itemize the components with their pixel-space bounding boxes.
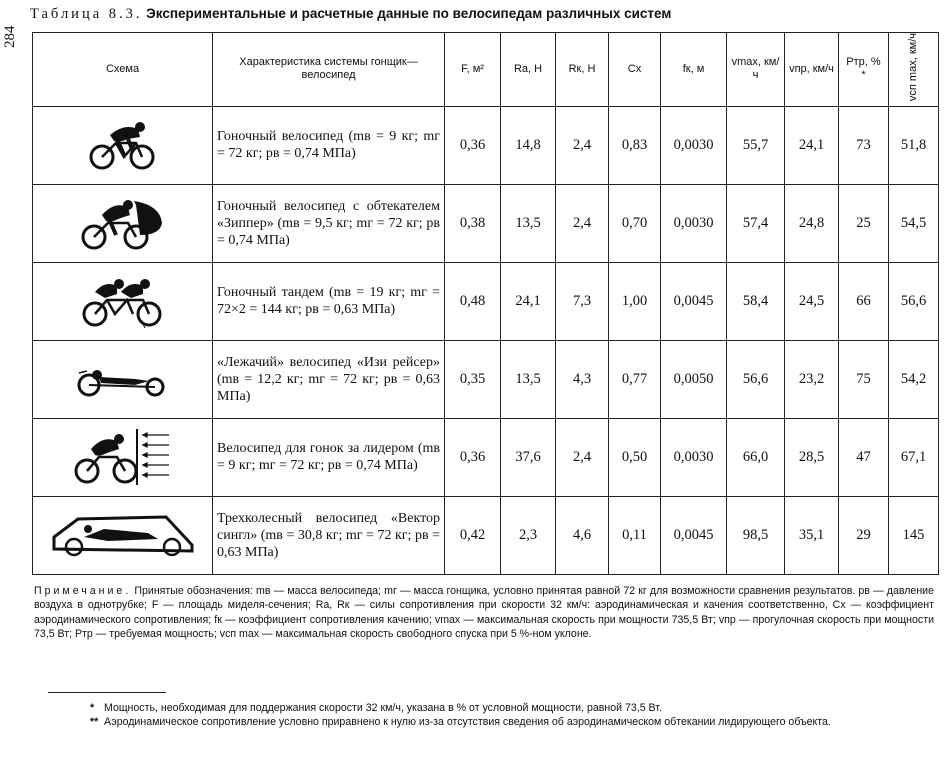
scheme-cell bbox=[33, 418, 213, 496]
cell-vpr: 24,8 bbox=[785, 184, 839, 262]
cell-vpr: 23,2 bbox=[785, 340, 839, 418]
cell-Cx: 0,11 bbox=[609, 496, 661, 574]
header-vpr: vпр, км/ч bbox=[785, 33, 839, 107]
cell-Ra: 24,1 bbox=[501, 262, 556, 340]
header-row bbox=[33, 33, 939, 107]
cell-Cx: 1,00 bbox=[609, 262, 661, 340]
row-description: Гоночный велосипед с обтекателем «Зиппер» (mв = 9,5 кг; mг = 72 кг; pв = 0,74 МПа) bbox=[213, 184, 445, 262]
header-vsp-text: vсп max, км/ч bbox=[906, 33, 919, 102]
cell-vmax: 57,4 bbox=[727, 184, 785, 262]
cell-Ptr: 66 bbox=[839, 262, 889, 340]
paced-bicycle-icon bbox=[73, 425, 173, 489]
cell-vmax: 55,7 bbox=[727, 106, 785, 184]
row-description: Гоночный тандем (mв = 19 кг; mг = 72×2 = 144 кг; pв = 0,63 МПа) bbox=[213, 262, 445, 340]
cell-vsp: 56,6 bbox=[889, 262, 939, 340]
cell-vpr: 28,5 bbox=[785, 418, 839, 496]
cell-Ra: 13,5 bbox=[501, 340, 556, 418]
table-note bbox=[34, 584, 934, 642]
header-vsp bbox=[889, 33, 939, 107]
table-row bbox=[33, 262, 939, 340]
faired-bicycle-icon bbox=[80, 195, 166, 251]
cell-F: 0,38 bbox=[445, 184, 501, 262]
cell-vsp: 54,2 bbox=[889, 340, 939, 418]
header-F: F, м² bbox=[445, 33, 501, 107]
cell-vpr: 35,1 bbox=[785, 496, 839, 574]
cell-vsp: 51,8 bbox=[889, 106, 939, 184]
cell-F: 0,48 bbox=[445, 262, 501, 340]
cell-fk: 0,0030 bbox=[661, 184, 727, 262]
footnote-text: Аэродинамическое сопротивление условно приравнено к нулю из-за отсутствия сведения об аэродинамическом обтекании лидирующего объекта. bbox=[104, 715, 831, 728]
header-scheme: Схема bbox=[33, 33, 213, 107]
cell-Rk: 7,3 bbox=[556, 262, 609, 340]
header-Rk: Rк, Н bbox=[556, 33, 609, 107]
tandem-bicycle-icon bbox=[81, 272, 165, 330]
data-table bbox=[32, 32, 939, 575]
note-title: Примечание. bbox=[34, 585, 132, 597]
footnote bbox=[50, 716, 930, 730]
recumbent-bicycle-icon bbox=[75, 359, 171, 399]
cell-vpr: 24,1 bbox=[785, 106, 839, 184]
footnote-mark: * bbox=[90, 702, 95, 714]
cell-vsp: 67,1 bbox=[889, 418, 939, 496]
cell-vmax: 66,0 bbox=[727, 418, 785, 496]
racing-bicycle-icon bbox=[88, 119, 158, 171]
table-row bbox=[33, 418, 939, 496]
cell-Ra: 37,6 bbox=[501, 418, 556, 496]
row-description: Велосипед для гонок за лидером (mв = 9 кг; mг = 72 кг; pв = 0,74 МПа) bbox=[213, 418, 445, 496]
cell-vsp: 54,5 bbox=[889, 184, 939, 262]
cell-Cx: 0,83 bbox=[609, 106, 661, 184]
cell-Cx: 0,77 bbox=[609, 340, 661, 418]
cell-Rk: 4,6 bbox=[556, 496, 609, 574]
table-title: Экспериментальные и расчетные данные по велосипедам различных систем bbox=[146, 6, 672, 21]
scheme-cell bbox=[33, 184, 213, 262]
cell-vmax: 58,4 bbox=[727, 262, 785, 340]
cell-Ptr: 47 bbox=[839, 418, 889, 496]
table-row bbox=[33, 340, 939, 418]
row-description: «Лежачий» велосипед «Изи рейсер» (mв = 12,2 кг; mг = 72 кг; pв = 0,63 МПа) bbox=[213, 340, 445, 418]
scheme-cell bbox=[33, 106, 213, 184]
cell-Rk: 2,4 bbox=[556, 106, 609, 184]
table-caption bbox=[30, 6, 671, 23]
cell-fk: 0,0030 bbox=[661, 106, 727, 184]
table-row bbox=[33, 106, 939, 184]
cell-fk: 0,0045 bbox=[661, 496, 727, 574]
cell-fk: 0,0045 bbox=[661, 262, 727, 340]
footnote-text: Мощность, необходимая для поддержания скорости 32 км/ч, указана в % от условной мощности, равной 73,5 Вт. bbox=[104, 702, 662, 714]
scheme-cell bbox=[33, 496, 213, 574]
row-description: Гоночный велосипед (mв = 9 кг; mг = 72 кг; pв = 0,74 МПа) bbox=[213, 106, 445, 184]
cell-Rk: 4,3 bbox=[556, 340, 609, 418]
header-Cx: Cx bbox=[609, 33, 661, 107]
cell-Ptr: 75 bbox=[839, 340, 889, 418]
tricycle-vector-icon bbox=[48, 511, 198, 559]
cell-vmax: 56,6 bbox=[727, 340, 785, 418]
header-vmax: vmax, км/ч bbox=[727, 33, 785, 107]
cell-Rk: 2,4 bbox=[556, 418, 609, 496]
header-Ra: Rа, Н bbox=[501, 33, 556, 107]
cell-Ptr: 73 bbox=[839, 106, 889, 184]
footnote-divider bbox=[48, 692, 166, 693]
cell-vpr: 24,5 bbox=[785, 262, 839, 340]
cell-Cx: 0,50 bbox=[609, 418, 661, 496]
footnotes bbox=[50, 702, 930, 730]
cell-fk: 0,0030 bbox=[661, 418, 727, 496]
footnote-mark: ** bbox=[90, 715, 99, 728]
table-label: Таблица 8.3. bbox=[30, 6, 143, 22]
cell-Ra: 13,5 bbox=[501, 184, 556, 262]
table-row bbox=[33, 496, 939, 574]
header-characteristic: Характеристика системы гонщик—велосипед bbox=[213, 33, 445, 107]
cell-Ptr: 29 bbox=[839, 496, 889, 574]
header-fk: fк, м bbox=[661, 33, 727, 107]
header-Ptr: Pтр, % * bbox=[839, 33, 889, 107]
note-text: Принятые обозначения: mв — масса велосипеда; mг — масса гонщика, условно принятая равной 72 кг для возможности сравнения результатов. pв — давление воздуха в однотрубке; F — площадь миделя-сечения; Rа, Rк — силы сопротивления при скорости 32 км/ч: аэродинамическая и качения соответственно, Cx — коэффициент аэродинамического сопротивления; fк — коэффициент сопротивления качению; vmax — максимальная скорость при мощности 735,5 Вт; vпр — прогулочная скорость при мощности 73,5 Вт; Pтр — требуемая мощность; vсп max — максимальная скорость свободного спуска при 5 %-ном уклоне. bbox=[34, 585, 934, 641]
cell-vmax: 98,5 bbox=[727, 496, 785, 574]
cell-vsp: 145 bbox=[889, 496, 939, 574]
cell-F: 0,42 bbox=[445, 496, 501, 574]
page-number: 284 bbox=[2, 25, 18, 48]
cell-Ra: 2,3 bbox=[501, 496, 556, 574]
cell-F: 0,36 bbox=[445, 418, 501, 496]
cell-fk: 0,0050 bbox=[661, 340, 727, 418]
cell-Rk: 2,4 bbox=[556, 184, 609, 262]
cell-Ra: 14,8 bbox=[501, 106, 556, 184]
cell-F: 0,36 bbox=[445, 106, 501, 184]
cell-F: 0,35 bbox=[445, 340, 501, 418]
row-description: Трехколесный велосипед «Вектор сингл» (mв = 30,8 кг; mг = 72 кг; pв = 0,63 МПа) bbox=[213, 496, 445, 574]
cell-Ptr: 25 bbox=[839, 184, 889, 262]
table-row bbox=[33, 184, 939, 262]
cell-Cx: 0,70 bbox=[609, 184, 661, 262]
scheme-cell bbox=[33, 262, 213, 340]
scheme-cell bbox=[33, 340, 213, 418]
footnote bbox=[50, 702, 930, 716]
